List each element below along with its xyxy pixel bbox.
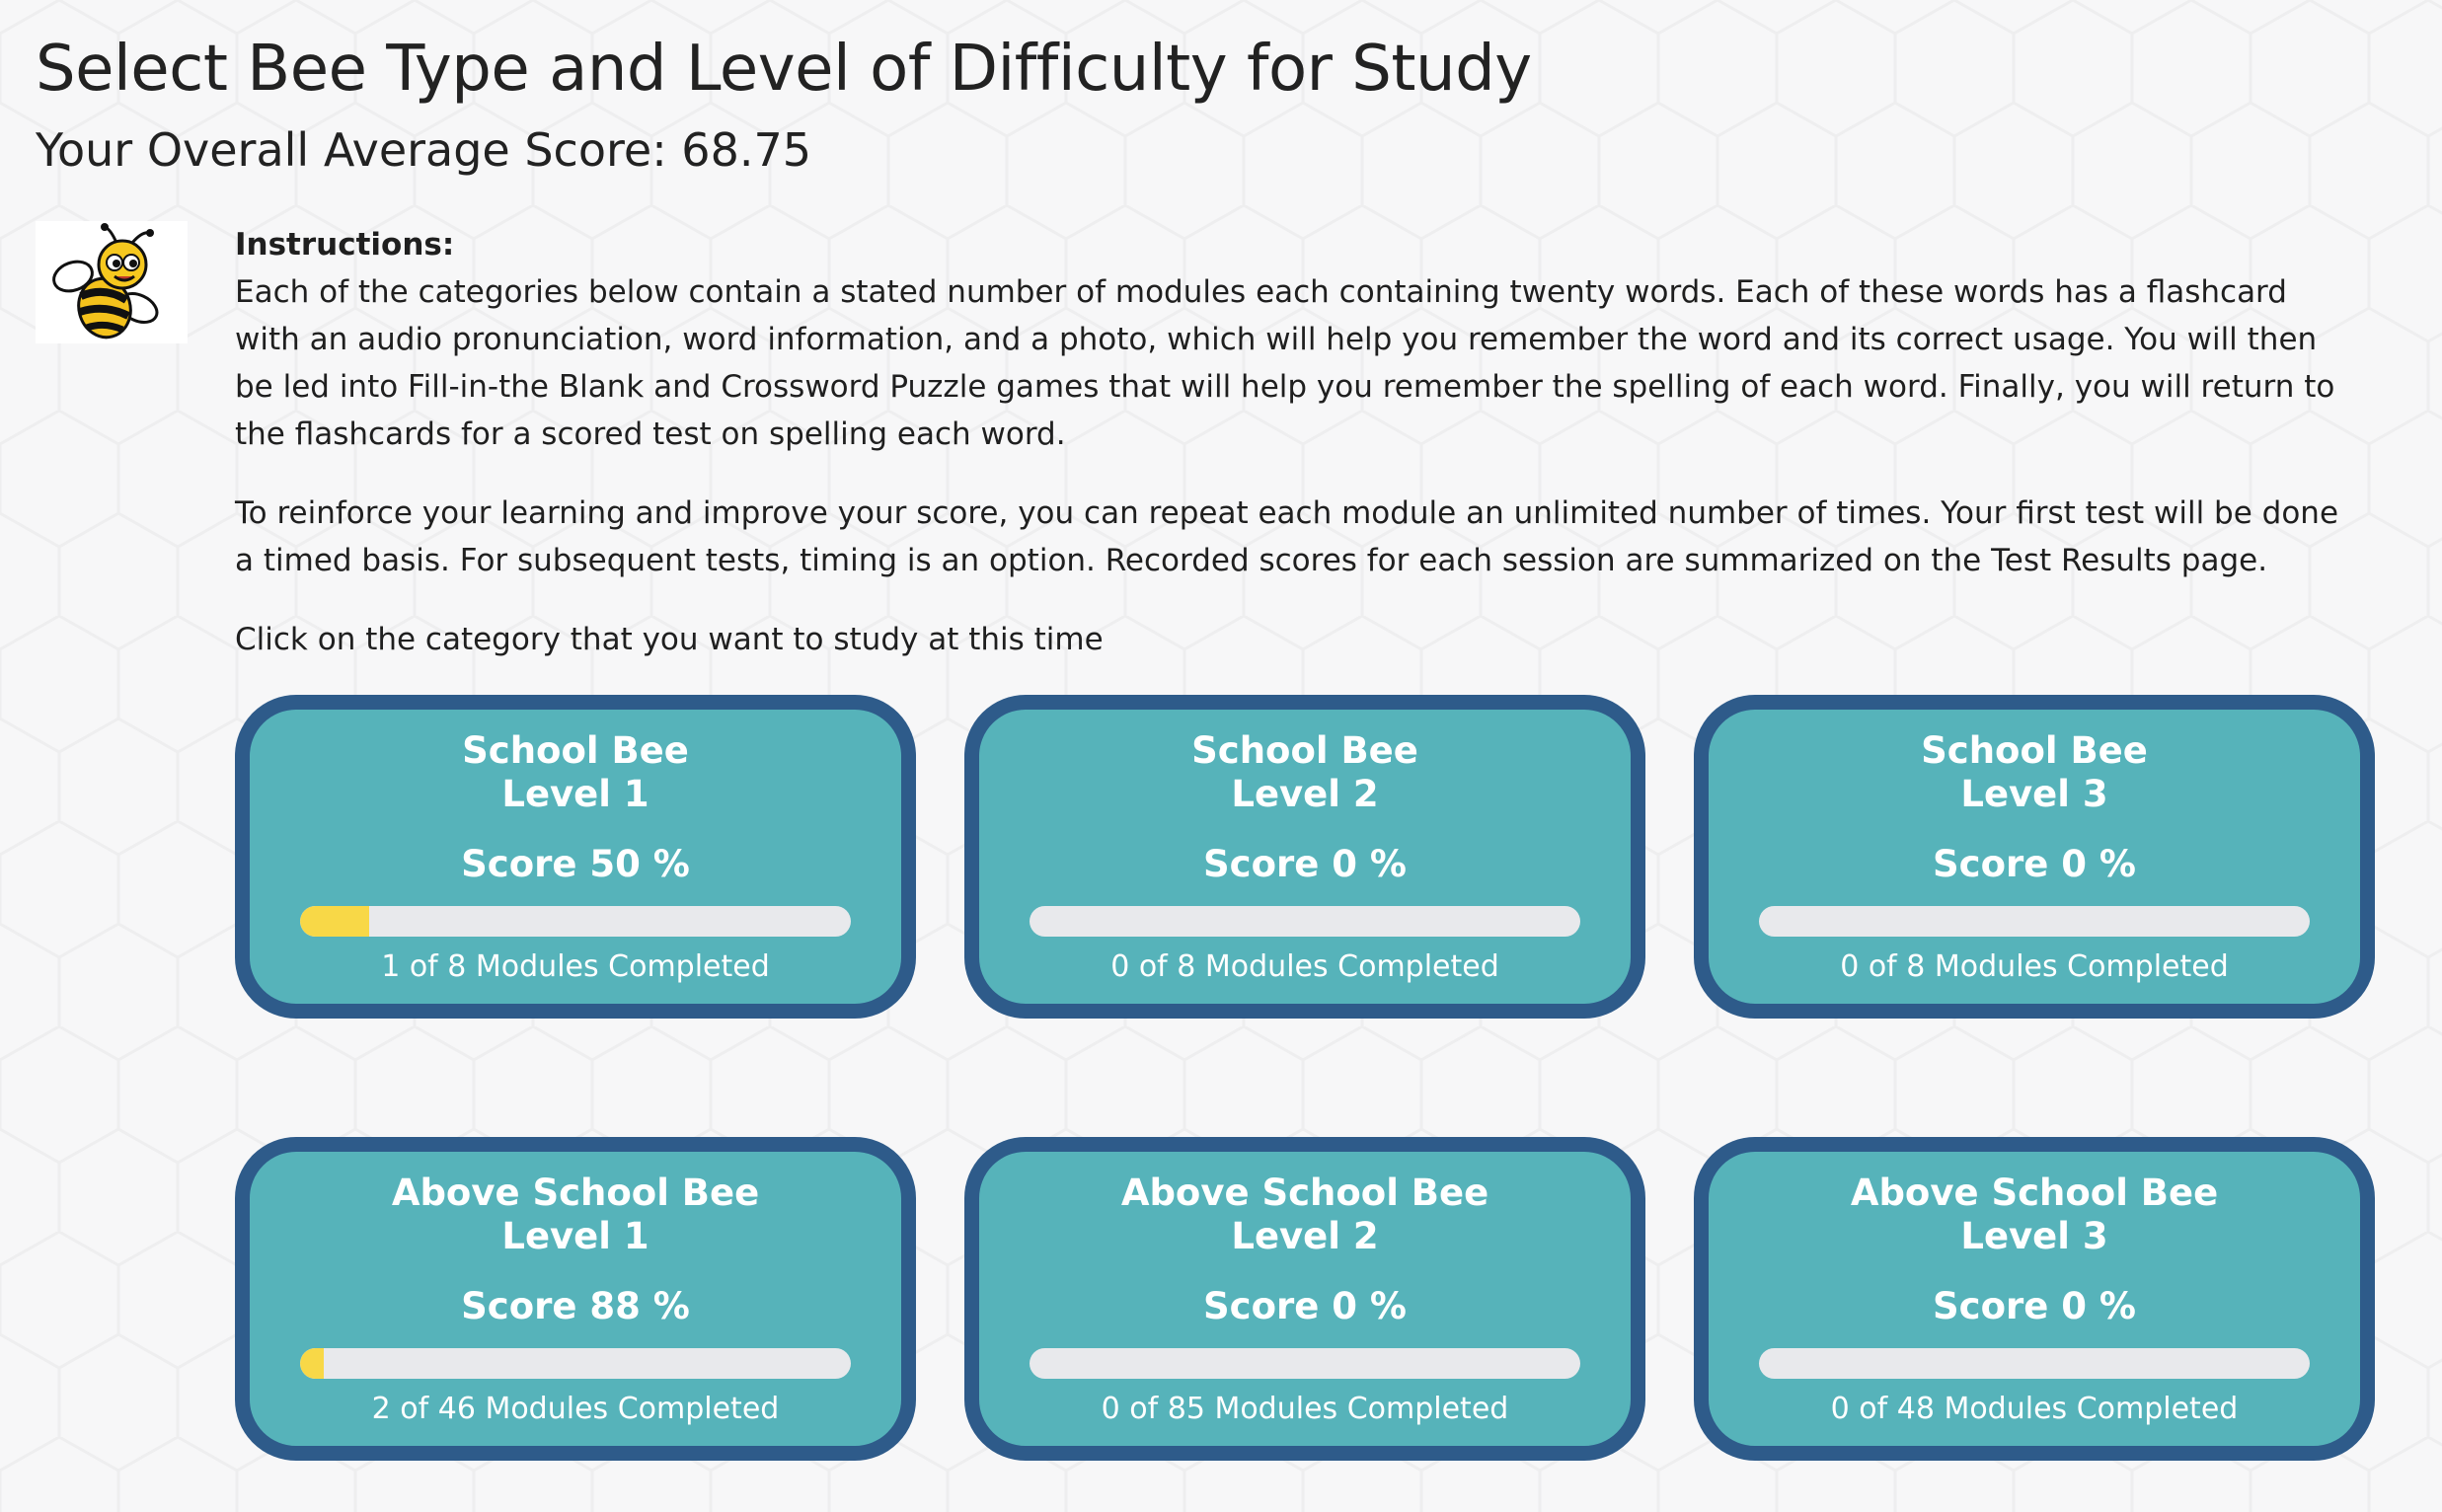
card-score: Score 0 % [1933, 1285, 2136, 1327]
progress-bar [1759, 906, 2310, 937]
category-card-school-bee-level-1[interactable] [235, 695, 916, 1019]
modules-completed: 2 of 46 Modules Completed [371, 1392, 780, 1426]
card-score: Score 0 % [1203, 1285, 1407, 1327]
card-score: Score 50 % [461, 843, 690, 885]
card-level: Level 2 [1231, 1215, 1379, 1257]
card-title [250, 1172, 901, 1258]
card-level: Level 2 [1231, 773, 1379, 815]
modules-completed: 0 of 8 Modules Completed [1110, 949, 1499, 984]
modules-completed: 0 of 85 Modules Completed [1101, 1392, 1509, 1426]
category-card-school-bee-level-3[interactable] [1694, 695, 2375, 1019]
progress-bar [1030, 906, 1580, 937]
progress-bar [1030, 1348, 1580, 1379]
bee-mascot-icon [36, 221, 188, 343]
card-score: Score 0 % [1203, 843, 1407, 885]
card-bee-type: Above School Bee [391, 1172, 760, 1214]
modules-completed: 1 of 8 Modules Completed [381, 949, 770, 984]
progress-bar [300, 1348, 851, 1379]
progress-fill [300, 906, 369, 937]
instructions-paragraph-2: To reinforce your learning and improve your score, you can repeat each module an unlimited number of times. Your first test will be done a timed basis. For subsequent tests, timing is an option. Recorded scores for each session are summarized on the Test Results page. [235, 495, 2339, 578]
card-score: Score 88 % [461, 1285, 690, 1327]
page-title: Select Bee Type and Level of Difficulty for Study [36, 33, 1532, 106]
progress-bar [1759, 1348, 2310, 1379]
card-score: Score 0 % [1933, 843, 2136, 885]
card-title [979, 1172, 1631, 1258]
instructions-heading: Instructions: [235, 227, 455, 263]
card-level: Level 1 [501, 773, 649, 815]
card-title [250, 729, 901, 816]
bee-image [36, 221, 188, 343]
card-level: Level 3 [1960, 773, 2108, 815]
card-level: Level 1 [501, 1215, 649, 1257]
card-bee-type: Above School Bee [1850, 1172, 2219, 1214]
instructions-paragraph-3: Click on the category that you want to study at this time [235, 622, 1104, 657]
category-card-above-school-bee-level-1[interactable] [235, 1137, 916, 1461]
category-card-above-school-bee-level-2[interactable] [964, 1137, 1645, 1461]
card-title [1709, 1172, 2360, 1258]
card-bee-type: Above School Bee [1120, 1172, 1489, 1214]
modules-completed: 0 of 48 Modules Completed [1830, 1392, 2239, 1426]
card-bee-type: School Bee [462, 729, 689, 772]
progress-bar [300, 906, 851, 937]
category-card-school-bee-level-2[interactable] [964, 695, 1645, 1019]
instructions-paragraph-1: Each of the categories below contain a stated number of modules each containing twenty words. Each of these words has a flashcard with an audio pronunciation, word information, and a photo, which will help you remember the word and its correct usage. You will then be led into Fill-in-the Blank and Crossword Puzzle games that will help you remember the spelling of each word. Finally, you will return to the flashcards for a scored test on spelling each word. [235, 274, 2335, 452]
modules-completed: 0 of 8 Modules Completed [1840, 949, 2229, 984]
instructions [235, 221, 2347, 695]
card-title [1709, 729, 2360, 816]
card-bee-type: School Bee [1921, 729, 2148, 772]
overall-average-score: Your Overall Average Score: 68.75 [36, 123, 811, 177]
card-bee-type: School Bee [1191, 729, 1418, 772]
card-title [979, 729, 1631, 816]
progress-fill [300, 1348, 324, 1379]
category-card-above-school-bee-level-3[interactable] [1694, 1137, 2375, 1461]
card-level: Level 3 [1960, 1215, 2108, 1257]
